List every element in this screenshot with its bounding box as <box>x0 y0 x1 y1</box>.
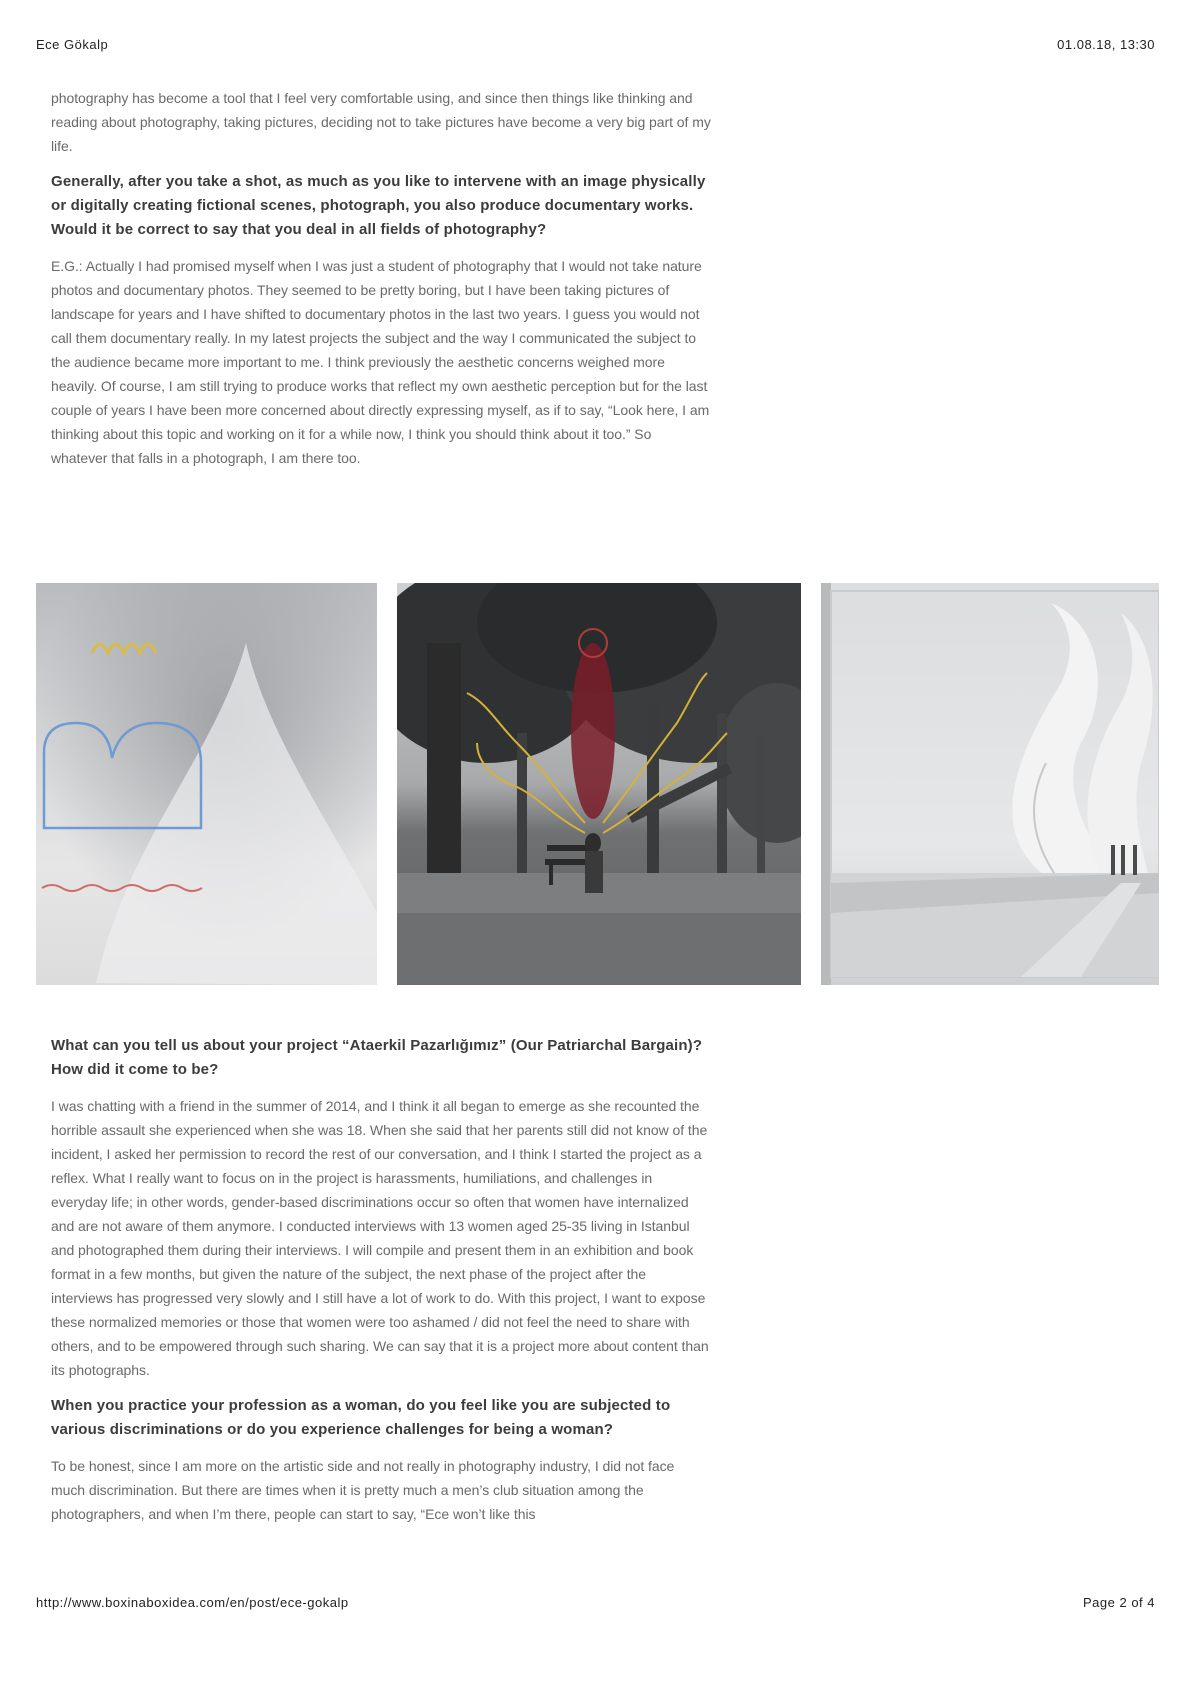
article-section-1 <box>51 86 711 470</box>
answer: E.G.: Actually I had promised myself when I was just a student of photography that I would not take nature photos and documentary photos. They seemed to be pretty boring, but I have been taking pictures of landscape for years and I have shifted to documentary photos in the last two years. I guess you would not call them documentary really. In my latest projects the subject and the way I communicated the subject to the audience became more important to me. I think previously the aesthetic concerns weighed more heavily. Of course, I am still trying to produce works that reflect my own aesthetic perception but for the last couple of years I have been more concerned about directly expressing myself, as if to say, “Look here, I am thinking about this topic and working on it for a while now, I think you should think about it too.” So whatever that falls in a photograph, I am there too. <box>51 258 710 466</box>
article-section-2 <box>51 1034 711 1526</box>
answer: I was chatting with a friend in the summer of 2014, and I think it all began to emerge as she recounted the horrible assault she experienced when she was 18. When she said that her parents still did not know of the incident, I asked her permission to record the rest of our conversation, and I think I started the project as a reflex. What I really want to focus on in the project is harassments, humiliations, and challenges in everyday life; in other words, gender-based discriminations occur so often that women have internalized and are not aware of them anymore. I conducted interviews with 13 women aged 25-35 living in Istanbul and photographed them during their interviews. I will compile and present them in an exhibition and book format in a few months, but given the nature of the subject, the next phase of the project after the interviews has progressed very slowly and I still have a lot of work to do. With this project, I want to expose these normalized memories or those that women were too ashamed / did not feel the need to share with others, and to be empowered through such sharing. We can say that it is a project more about content than its photographs. <box>51 1098 709 1378</box>
answer: To be honest, since I am more on the artistic side and not really in photography industry, I did not face much discrimination. But there are times when it is pretty much a men’s club situation among the photographers, and when I’m there, people can start to say, “Ece won’t like this <box>51 1458 675 1522</box>
footer-page-number: Page 2 of 4 <box>1083 1595 1155 1610</box>
paragraph: photography has become a tool that I feel very comfortable using, and since then things like thinking and reading about photography, taking pictures, deciding not to take pictures have become a very big part of my life. <box>51 90 711 154</box>
question: Generally, after you take a shot, as much as you like to intervene with an image physically or digitally creating fictional scenes, photograph, you also produce documentary works. Would it be correct to say that you deal in all fields of photography? <box>51 173 706 238</box>
photo-smoke-road <box>821 583 1159 985</box>
header-title: Ece Gökalp <box>36 37 109 52</box>
question: When you practice your profession as a woman, do you feel like you are subjected to various discriminations or do you experience challenges for being a woman? <box>51 1397 671 1438</box>
question: What can you tell us about your project “Ataerkil Pazarlığımız” (Our Patriarchal Bargain)? How did it come to be? <box>51 1037 703 1078</box>
photo-mist-drawing <box>36 583 377 985</box>
footer-url[interactable]: http://www.boxinaboxidea.com/en/post/ece-gokalp <box>36 1595 349 1610</box>
photo-forest-bench <box>397 583 801 985</box>
header-datetime: 01.08.18, 13:30 <box>1057 37 1155 52</box>
